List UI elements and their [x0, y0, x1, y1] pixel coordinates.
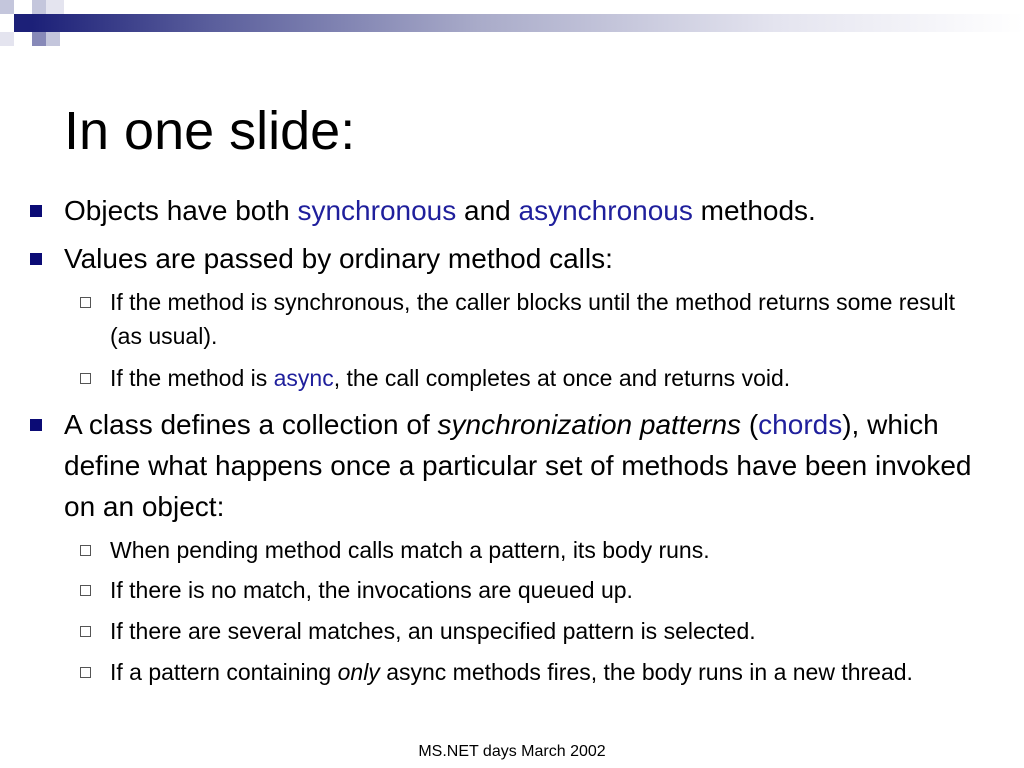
sub-bullet-item	[110, 573, 984, 607]
deco-square	[46, 0, 64, 14]
deco-square	[0, 0, 14, 14]
header-gradient-band	[32, 14, 1024, 32]
sub-bullet-text: If there are several matches, an unspecified pattern is selected.	[110, 618, 756, 644]
bullet-item	[64, 190, 990, 231]
deco-square	[32, 0, 46, 14]
sub-bullet-item	[110, 533, 984, 567]
sub-bullet-item	[110, 614, 984, 648]
slide-title: In one slide:	[64, 101, 356, 161]
bullet-text: and	[456, 195, 519, 226]
sub-bullet-text: , the call completes at once and returns void.	[333, 365, 791, 391]
bullet-text: (	[741, 409, 759, 440]
deco-square	[32, 32, 46, 46]
sub-bullet-text: If the method is	[110, 365, 274, 391]
bullet-text: A class defines a collection of	[64, 409, 438, 440]
deco-square	[46, 32, 60, 46]
bullet-text: ), which define what happens once a particular set of methods have been invoked on an object:	[64, 409, 972, 522]
sub-bullet-text: async methods fires, the body runs in a new thread.	[379, 659, 913, 685]
bullet-text: methods.	[692, 195, 816, 226]
bullet-text: Values are passed by ordinary method calls:	[64, 243, 613, 274]
sub-bullet-text: If there is no match, the invocations are queued up.	[110, 577, 633, 603]
highlight-term: async	[273, 365, 334, 391]
bullet-text: Objects have both	[64, 195, 298, 226]
bullet-item	[64, 238, 990, 279]
sub-bullet-item	[110, 655, 984, 689]
deco-square	[0, 32, 14, 46]
highlight-term: asynchronous	[518, 195, 693, 226]
sub-bullet-item	[110, 285, 984, 353]
deco-square	[14, 14, 32, 32]
emphasis-term: synchronization patterns	[437, 409, 742, 440]
slide-footer: MS.NET days March 2002	[418, 743, 606, 760]
highlight-term: synchronous	[297, 195, 457, 226]
sub-bullet-item	[110, 361, 984, 395]
sub-bullet-text: If the method is synchronous, the caller blocks until the method returns some result (as usual).	[110, 289, 956, 349]
sub-bullet-text: When pending method calls match a pattern, its body runs.	[110, 537, 710, 563]
sub-bullet-text: If a pattern containing	[110, 659, 338, 685]
emphasis-term: only	[337, 659, 380, 685]
bullet-item	[64, 404, 990, 527]
highlight-term: chords	[758, 409, 843, 440]
